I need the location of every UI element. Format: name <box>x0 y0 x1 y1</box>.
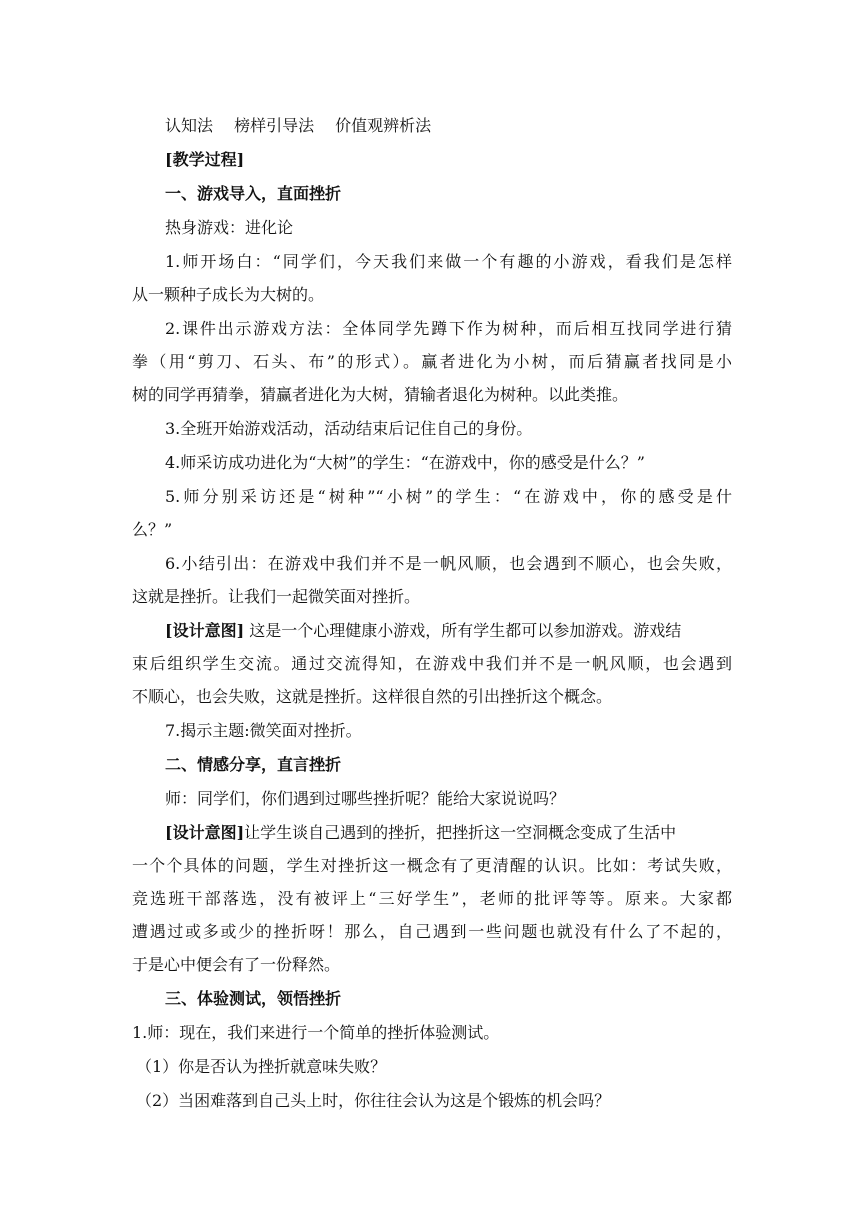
step6-line2: 这就是挫折。让我们一起微笑面对挫折。 <box>132 587 421 606</box>
design-intent-2-line2: 一个个具体的问题，学生对挫折这一概念有了更清醒的认识。比如：考试失败， <box>132 856 732 875</box>
step2-line3: 树的同学再猜拳，猜赢者进化为大树，猜输者退化为树种。以此类推。 <box>132 385 629 404</box>
process-heading: [教学过程] <box>165 150 245 169</box>
teaching-methods: 认知法 榜样引导法 价值观辨析法 <box>165 116 432 135</box>
section2-title: 二、情感分享，直言挫折 <box>165 755 342 774</box>
design-intent-2-line3: 竞选班干部落选，没有被评上“三好学生”，老师的批评等等。原来。大家都 <box>132 889 732 908</box>
document-page <box>132 110 732 1117</box>
design-intent-2-line4: 遭遇过或多或少的挫折呀！那么，自己遇到一些问题也就没有什么了不起的， <box>132 922 732 941</box>
design-intent-2-line5: 于是心中便会有了一份释然。 <box>132 955 341 974</box>
game-name: 热身游戏：进化论 <box>165 218 294 237</box>
step5-line2: 么？” <box>132 520 173 539</box>
section1-title: 一、游戏导入，直面挫折 <box>165 184 342 203</box>
step3: 3.全班开始游戏活动，活动结束后记住自己的身份。 <box>165 419 533 438</box>
step4: 4.师采访成功进化为“大树”的学生：“在游戏中，你的感受是什么？” <box>165 453 645 472</box>
step5-line1: 5.师分别采访还是“树种”“小树”的学生：“在游戏中，你的感受是什 <box>165 487 732 506</box>
section3-intro: 1.师：现在，我们来进行一个简单的挫折体验测试。 <box>132 1023 500 1042</box>
step6-line1: 6.小结引出：在游戏中我们并不是一帆风顺，也会遇到不顺心，也会失败， <box>165 554 732 573</box>
step1-line2: 从一颗种子成长为大树的。 <box>132 285 325 304</box>
section3-title: 三、体验测试，领悟挫折 <box>165 989 342 1008</box>
design-intent-2-line1 <box>132 817 732 849</box>
step2-line1: 2.课件出示游戏方法：全体同学先蹲下作为树种，而后相互找同学进行猜 <box>165 319 732 338</box>
design-intent-text: 让学生谈自己遇到的挫折，把挫折这一空洞概念变成了生活中 <box>244 823 677 842</box>
design-intent-1-line3: 不顺心，也会失败，这就是挫折。这样很自然的引出挫折这个概念。 <box>132 687 613 706</box>
design-intent-label: [设计意图] <box>165 621 245 640</box>
section2-question: 师：同学们，你们遇到过哪些挫折呢？能给大家说说吗？ <box>165 789 566 808</box>
test-question-2: （2）当困难落到自己头上时，你往往会认为这是个锻炼的机会吗？ <box>136 1091 611 1110</box>
step2-line2: 拳（用“剪刀、石头、布”的形式）。赢者进化为小树，而后猜赢者找同是小 <box>132 352 732 371</box>
design-intent-1-line1 <box>132 615 732 647</box>
test-question-1: （1）你是否认为挫折就意味失败？ <box>136 1057 387 1076</box>
step7: 7.揭示主题:微笑面对挫折。 <box>165 721 362 740</box>
design-intent-1-line2: 束后组织学生交流。通过交流得知，在游戏中我们并不是一帆风顺，也会遇到 <box>132 654 732 673</box>
step1-line1: 1.师开场白：“同学们，今天我们来做一个有趣的小游戏，看我们是怎样 <box>165 252 732 271</box>
design-intent-label: [设计意图] <box>165 823 245 842</box>
design-intent-text: 这是一个心理健康小游戏，所有学生都可以参加游戏。游戏结 <box>244 621 682 640</box>
